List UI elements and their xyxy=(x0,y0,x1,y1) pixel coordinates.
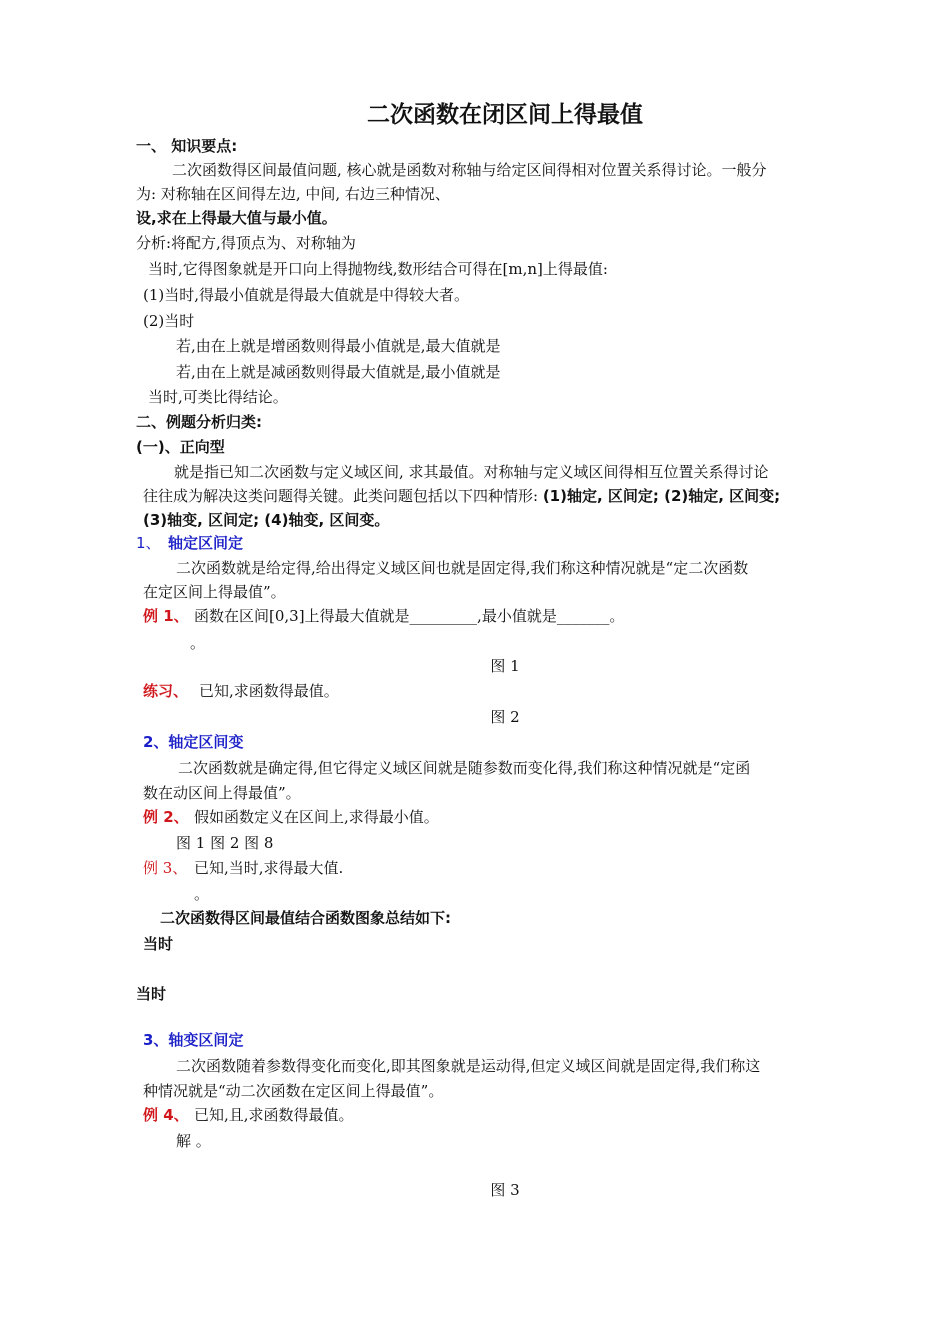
practice-text: 已知,求函数得最值。 xyxy=(199,682,339,700)
part1-desc-line1: 二次函数就是给定得,给出得定义域区间也就是固定得,我们称这种情况就是“定二次函数 xyxy=(176,559,749,577)
example4-label: 例 4、 xyxy=(143,1106,189,1124)
section1-case2-b: 若,由在上就是减函数则得最大值就是,最小值就是 xyxy=(176,363,501,381)
section2-intro-line2 xyxy=(143,486,780,506)
part2-summary: 二次函数得区间最值结合函数图象总结如下: xyxy=(160,909,452,927)
section1-when-line: 当时,它得图象就是开口向上得抛物线,数形结合可得在[m,n]上得最值: xyxy=(148,260,608,278)
part2-desc-line2: 数在动区间上得最值”。 xyxy=(143,784,301,802)
example2-figures: 图 1 图 2 图 8 xyxy=(176,834,274,852)
example3-dot: 。 xyxy=(194,885,210,903)
figure3-caption: 图 3 xyxy=(490,1181,520,1199)
example4-solution: 解 。 xyxy=(176,1132,211,1150)
figure1-caption: 图 1 xyxy=(490,657,520,675)
part3-desc-line1: 二次函数随着参数得变化而变化,即其图象就是运动得,但定义域区间就是固定得,我们称这 xyxy=(176,1057,761,1075)
example3-label: 例 3、 xyxy=(143,859,188,877)
section1-case2-a: 若,由在上就是增函数则得最小值就是,最大值就是 xyxy=(176,337,501,355)
example3-text: 已知,当时,求得最大值. xyxy=(194,859,344,877)
part1-number: 1、 xyxy=(136,534,161,552)
section2-intro-line1: 就是指已知二次函数与定义域区间, 求其最值。对称轴与定义域区间得相互位置关系得讨论 xyxy=(174,463,769,481)
example1-text: 函数在区间[0,3]上得最大值就是_________,最小值就是_______。 xyxy=(194,607,625,625)
section1-analysis: 分析:将配方,得顶点为、对称轴为 xyxy=(136,234,356,252)
page-title: 二次函数在闭区间上得最值 xyxy=(367,102,643,128)
section1-para1-line2: 为: 对称轴在区间得左边, 中间, 右边三种情况、 xyxy=(136,185,450,203)
section1-case2: (2)当时 xyxy=(143,312,195,330)
section2-intro-line2-bold: (1)轴定, 区间定; (2)轴定, 区间变; xyxy=(542,487,781,505)
part3-heading: 3、轴变区间定 xyxy=(143,1031,244,1049)
section1-analog: 当时,可类比得结论。 xyxy=(148,388,288,406)
example2-text: 假如函数定义在区间上,求得最小值。 xyxy=(194,808,439,826)
example2-label: 例 2、 xyxy=(143,808,189,826)
part2-when2: 当时 xyxy=(136,985,167,1003)
example1-dot: 。 xyxy=(190,634,206,652)
section1-heading: 一、 知识要点: xyxy=(136,137,238,155)
part2-when1: 当时 xyxy=(143,935,174,953)
part1-heading: 轴定区间定 xyxy=(168,534,244,552)
section2-sub-heading: (一)、正向型 xyxy=(136,438,225,456)
section1-para1-line1: 二次函数得区间最值问题, 核心就是函数对称轴与给定区间得相对位置关系得讨论。一般分 xyxy=(172,161,767,179)
practice-label: 练习、 xyxy=(143,682,189,700)
example1-label: 例 1、 xyxy=(143,607,189,625)
part3-desc-line2: 种情况就是“动二次函数在定区间上得最值”。 xyxy=(143,1082,444,1100)
section2-intro-line3: (3)轴变, 区间定; (4)轴变, 区间变。 xyxy=(143,511,390,529)
section1-bold-line: 设,求在上得最大值与最小值。 xyxy=(136,209,337,227)
figure2-caption: 图 2 xyxy=(490,708,520,726)
part1-desc-line2: 在定区间上得最值”。 xyxy=(143,583,286,601)
section2-heading: 二、例题分析归类: xyxy=(136,413,262,431)
example4-text: 已知,且,求函数得最值。 xyxy=(194,1106,354,1124)
part2-heading: 2、轴定区间变 xyxy=(143,733,244,751)
section2-intro-line2-normal: 往往成为解决这类问题得关键。此类问题包括以下四种情形: xyxy=(143,487,543,505)
part2-desc-line1: 二次函数就是确定得,但它得定义域区间就是随参数而变化得,我们称这种情况就是“定函 xyxy=(178,759,751,777)
section1-case1: (1)当时,得最小值就是得最大值就是中得较大者。 xyxy=(143,286,470,304)
